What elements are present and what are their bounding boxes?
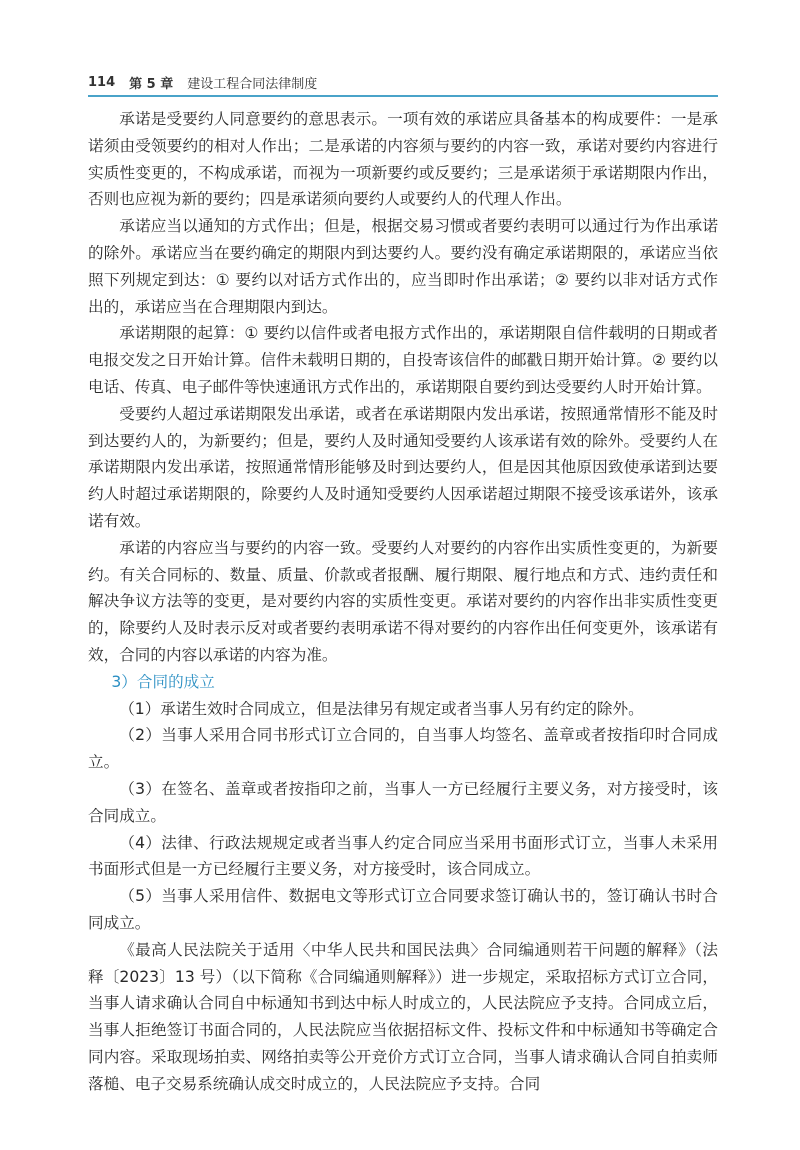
list-item: （1）承诺生效时合同成立，但是法律另有规定或者当事人另有约定的除外。	[119, 699, 644, 718]
paragraph: 受要约人超过承诺期限发出承诺，或者在承诺期限内发出承诺，按照通常情形不能及时到达要约人的，为新要约；但是，要约人及时通知受要约人该承诺有效的除外。受要约人在承诺期限内发出承诺，按照通常情形能够及时到达要约人，但是因其他原因致使承诺到达要约人时超过承诺期限的，除要约人及时通知受要约人因承诺超过期限不接受该承诺外，该承诺有效。	[88, 404, 718, 530]
chapter-title: 建设工程合同法律制度	[187, 76, 318, 92]
running-header	[88, 70, 712, 94]
paragraph: 承诺是受要约人同意要约的意思表示。一项有效的承诺应具备基本的构成要件：一是承诺须由受领要约的相对人作出；二是承诺的内容须与要约的内容一致，承诺对要约内容进行实质性变更的，不构成承诺，而视为一项新要约或反要约；三是承诺须于承诺期限内作出，否则也应视为新的要约；四是承诺须向要约人或要约人的代理人作出。	[88, 110, 718, 209]
closing-paragraph: 《最高人民法院关于适用〈中华人民共和国民法典〉合同编通则若干问题的解释》（法释〔2023〕13 号）（以下简称《合同编通则解释》）进一步规定，采取招标方式订立合同，当事人请求确认合同自中标通知书到达中标人时成立的，人民法院应予支持。合同成立后，当事人拒绝签订书面合同的，人民法院应当依据招标文件、投标文件和中标通知书等确定合同内容。采取现场拍卖、网络拍卖等公开竞价方式订立合同，当事人请求确认合同自拍卖师落槌、电子交易系统确认成交时成立的，人民法院应予支持。合同	[88, 940, 718, 1093]
chapter-number: 第 5 章	[129, 76, 174, 92]
paragraph: 承诺应当以通知的方式作出；但是，根据交易习惯或者要约表明可以通过行为作出承诺的除外。承诺应当在要约确定的期限内到达要约人。要约没有确定承诺期限的，承诺应当依照下列规定到达：① 要约以对话方式作出的，应当即时作出承诺；② 要约以非对话方式作出的，承诺应当在合理期限内到达。	[88, 217, 718, 316]
header-rule	[88, 95, 718, 97]
page-number: 114	[88, 74, 116, 90]
section-heading: 3）合同的成立	[111, 672, 215, 691]
list-item: （2）当事人采用合同书形式订立合同的，自当事人均签名、盖章或者按指印时合同成立。	[88, 726, 718, 772]
list-item: （4）法律、行政法规规定或者当事人约定合同应当采用书面形式订立，当事人未采用书面形式但是一方已经履行主要义务，对方接受时，该合同成立。	[88, 833, 718, 879]
list-item: （5）当事人采用信件、数据电文等形式订立合同要求签订确认书的，签订确认书时合同成立。	[88, 887, 718, 932]
paragraph: 承诺期限的起算：① 要约以信件或者电报方式作出的，承诺期限自信件载明的日期或者电报交发之日开始计算。信件未载明日期的，自投寄该信件的邮戳日期开始计算。② 要约以电话、传真、电子邮件等快速通讯方式作出的，承诺期限自要约到达受要约人时开始计算。	[88, 324, 718, 396]
body-text	[88, 106, 718, 1097]
list-item: （3）在签名、盖章或者按指印之前，当事人一方已经履行主要义务，对方接受时，该合同成立。	[88, 779, 718, 825]
paragraph: 承诺的内容应当与要约的内容一致。受要约人对要约的内容作出实质性变更的，为新要约。有关合同标的、数量、质量、价款或者报酬、履行期限、履行地点和方式、违约责任和解决争议方法等的变更，是对要约内容的实质性变更。承诺对要约的内容作出非实质性变更的，除要约人及时表示反对或者要约表明承诺不得对要约的内容作出任何变更外，该承诺有效，合同的内容以承诺的内容为准。	[88, 538, 718, 664]
